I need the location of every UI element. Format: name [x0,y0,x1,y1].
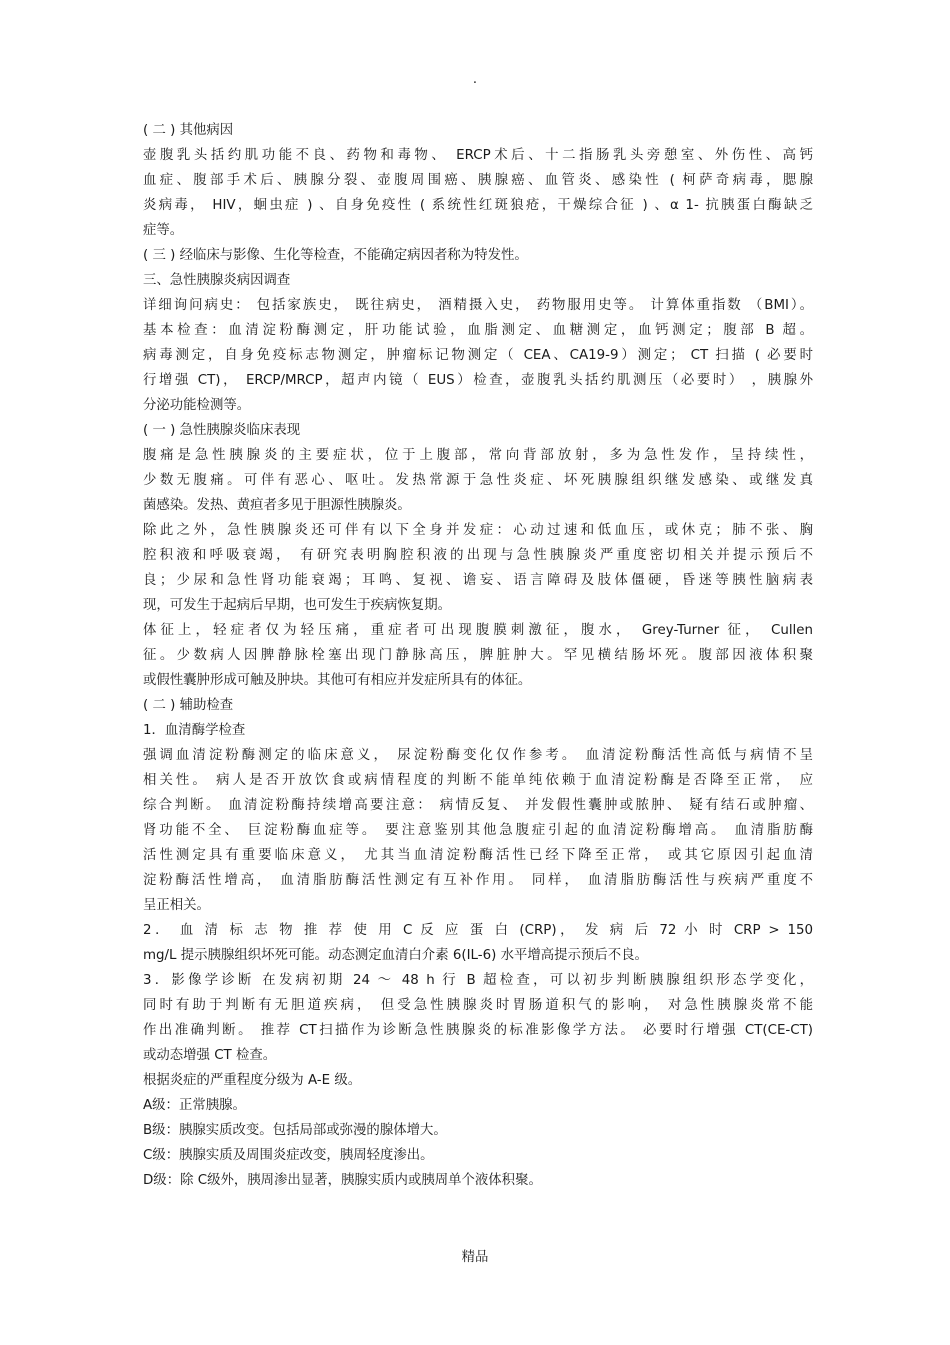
paragraph-line: 征。少数病人因脾静脉栓塞出现门静脉高压，脾脏肿大。罕见横结肠坏死。腹部因液体积聚 [143,648,813,663]
grade-d-item: D级：除 C级外，胰周渗出显著，胰腺实质内或胰周单个液体积聚。 [143,1173,542,1188]
section-heading-other-causes: ( 二 ) 其他病因 [143,123,234,138]
paragraph-line: 症等。 [143,223,184,238]
paragraph-line: 强调血清淀粉酶测定的临床意义， 尿淀粉酶变化仅作参考。 血清淀粉酶活性高低与病情不呈 [143,748,813,763]
section-heading-auxiliary-exams: ( 二 ) 辅助检查 [143,698,234,713]
grade-c-item: C级：胰腺实质及周围炎症改变，胰周轻度渗出。 [143,1148,434,1163]
paragraph-line: 病毒测定，自身免疫标志物测定，肿瘤标记物测定（ CEA、CA19-9）测定； CT 扫描 ( 必要时 [143,348,813,363]
paragraph-line: 菌感染。发热、黄疸者多见于胆源性胰腺炎。 [143,498,411,513]
paragraph-line: mg/L 提示胰腺组织坏死可能。动态测定血清白介素 6(IL-6) 水平增高提示预后不良。 [143,948,648,963]
paragraph-line: 壶腹乳头括约肌功能不良、药物和毒物、 ERCP术后、十二指肠乳头旁憩室、外伤性、高钙 [143,148,813,163]
grade-b-item: B级：胰腺实质改变。包括局部或弥漫的腺体增大。 [143,1123,447,1138]
section-heading-etiology-survey: 三、急性胰腺炎病因调查 [143,273,291,288]
paragraph-line: 体征上，轻症者仅为轻压痛，重症者可出现腹膜刺激征，腹水， Grey-Turner 征， Cullen [143,623,813,638]
paragraph-line: 呈正相关。 [143,898,210,913]
paragraph-line: 详细询问病史： 包括家族史， 既往病史， 酒精摄入史， 药物服用史等。 计算体重指数 （BMI）。 [143,298,813,313]
paragraph-line: 血症、腹部手术后、胰腺分裂、壶腹周围癌、胰腺癌、血管炎、感染性 ( 柯萨奇病毒，腮腺 [143,173,813,188]
paragraph-line: 腔积液和呼吸衰竭， 有研究表明胸腔积液的出现与急性胰腺炎严重度密切相关并提示预后不 [143,548,813,563]
document-body [143,118,813,1193]
paragraph-line: 肾功能不全、 巨淀粉酶血症等。 要注意鉴别其他急腹症引起的血清淀粉酶增高。 血清脂肪酶 [143,823,813,838]
paragraph-line: 除此之外，急性胰腺炎还可伴有以下全身并发症：心动过速和低血压，或休克；肺不张、胸 [143,523,813,538]
paragraph-line: 或动态增强 CT 检查。 [143,1048,277,1063]
paragraph-line: 少数无腹痛。可伴有恶心、呕吐。发热常源于急性炎症、坏死胰腺组织继发感染、或继发真 [143,473,813,488]
paragraph-line: 作出准确判断。 推荐 CT扫描作为诊断急性胰腺炎的标准影像学方法。 必要时行增强 CT(CE-CT) [143,1023,813,1038]
paragraph-line: 或假性囊肿形成可触及肿块。其他可有相应并发症所具有的体征。 [143,673,532,688]
subsection-heading-serum-markers: 2． 血 清 标 志 物 推 荐 使 用 C 反 应 蛋 白 (CRP)， 发 病 后 72 小 时 CRP > 150 [143,923,813,938]
paragraph-line: 行增强 CT)， ERCP/MRCP，超声内镜（ EUS）检查，壶腹乳头括约肌测压（必要时） ，胰腺外 [143,373,813,388]
paragraph-line: 基本检查：血清淀粉酶测定，肝功能试验，血脂测定、血糖测定，血钙测定；腹部 B 超。 [143,323,813,338]
section-heading-clinical-manifestations: ( 一 ) 急性胰腺炎临床表现 [143,423,301,438]
paragraph-line: 良；少尿和急性肾功能衰竭；耳鸣、复视、谵妄、语言障碍及肢体僵硬，昏迷等胰性脑病表 [143,573,813,588]
paragraph-line: 相关性。 病人是否开放饮食或病情程度的判断不能单纯依赖于血清淀粉酶是否降至正常， 应 [143,773,813,788]
paragraph-line: 活性测定具有重要临床意义， 尤其当血清淀粉酶活性已经下降至正常， 或其它原因引起血清 [143,848,813,863]
paragraph-line: 现，可发生于起病后早期，也可发生于疾病恢复期。 [143,598,451,613]
header-mark: . [472,72,478,87]
section-heading-idiopathic: ( 三 ) 经临床与影像、生化等检查，不能确定病因者称为特发性。 [143,248,528,263]
paragraph-line: 淀粉酶活性增高， 血清脂肪酶活性测定有互补作用。 同样， 血清脂肪酶活性与疾病严重度不 [143,873,813,888]
page-footer: 精品 [461,1250,489,1265]
paragraph-line: 腹痛是急性胰腺炎的主要症状，位于上腹部，常向背部放射，多为急性发作，呈持续性， [143,448,813,463]
subsection-heading-serum-enzymes: 1．血清酶学检查 [143,723,246,738]
paragraph-line: 根据炎症的严重程度分级为 A-E 级。 [143,1073,362,1088]
paragraph-line: 分泌功能检测等。 [143,398,251,413]
paragraph-line: 炎病毒， HIV，蛔虫症 ) 、自身免疫性 ( 系统性红斑狼疮，干燥综合征 ) 、α 1- 抗胰蛋白酶缺乏 [143,198,813,213]
subsection-heading-imaging: 3．影像学诊断 在发病初期 24 ～ 48 h 行 B 超检查，可以初步判断胰腺组织形态学变化， [143,973,813,988]
grade-a-item: A级：正常胰腺。 [143,1098,246,1113]
paragraph-line: 综合判断。 血清淀粉酶持续增高要注意： 病情反复、 并发假性囊肿或脓肿、 疑有结石或肿瘤、 [143,798,813,813]
paragraph-line: 同时有助于判断有无胆道疾病， 但受急性胰腺炎时胃肠道积气的影响， 对急性胰腺炎常不能 [143,998,813,1013]
